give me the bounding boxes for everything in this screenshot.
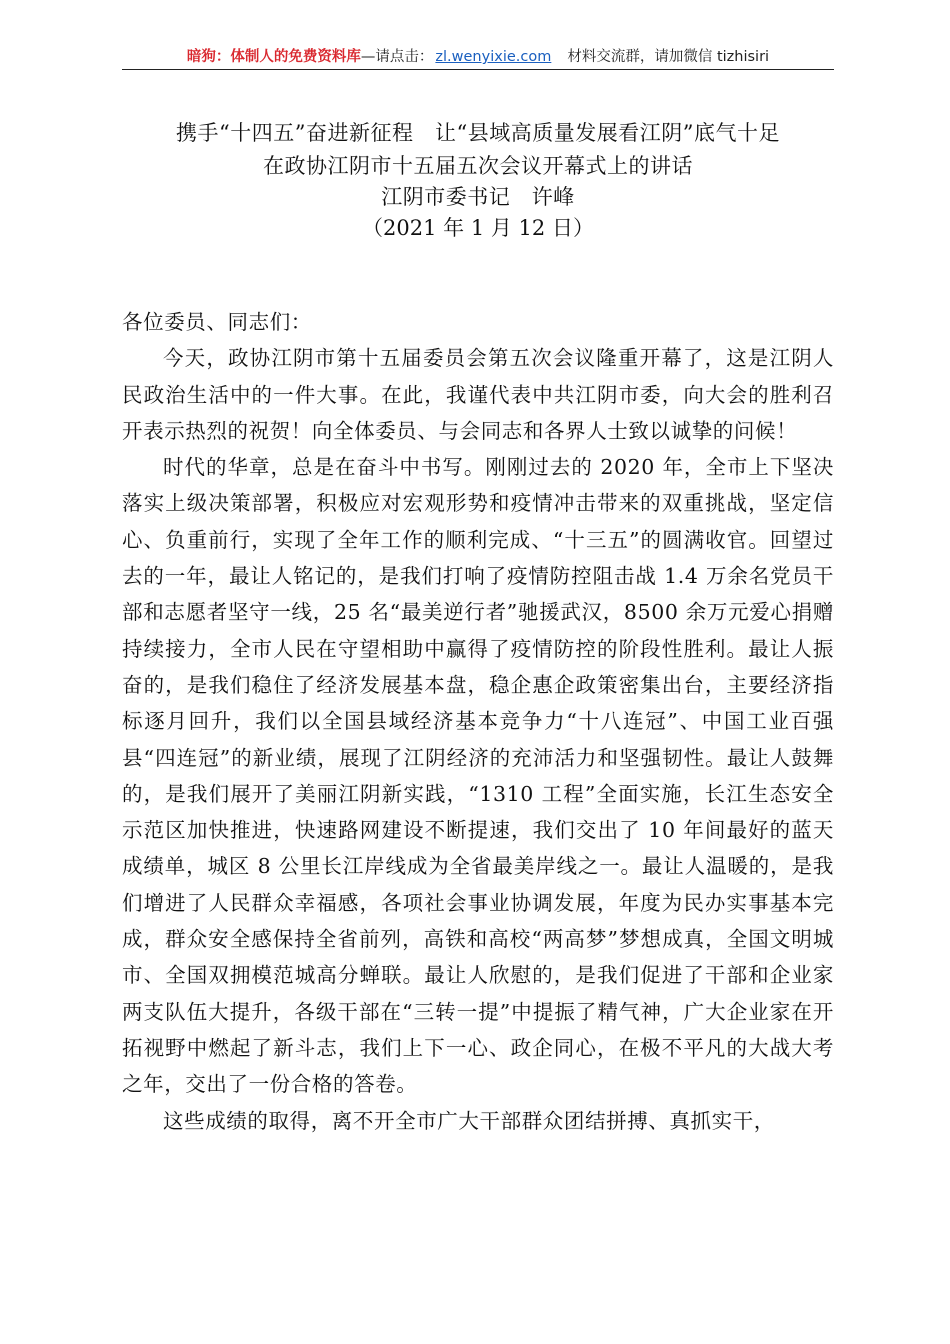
- paragraph: 时代的华章，总是在奋斗中书写。刚刚过去的 2020 年，全市上下坚决落实上级决策部署，积极应对宏观形势和疫情冲击带来的双重挑战，坚定信心、负重前行，实现了全年工作的顺利完成、“十三五”的圆满收官。回望过去的一年，最让人铭记的，是我们打响了疫情防控阻击战 1.4 万余名党员干部和志愿者坚守一线，25 名“最美逆行者”驰援武汉，8500 余万元爱心捐赠持续接力，全市人民在守望相助中赢得了疫情防控的阶段性胜利。最让人振奋的，是我们稳住了经济发展基本盘，稳企惠企政策密集出台，主要经济指标逐月回升，我们以全国县域经济基本竞争力“十八连冠”、中国工业百强县“四连冠”的新业绩，展现了江阴经济的充沛活力和坚强韧性。最让人鼓舞的，是我们展开了美丽江阴新实践，“1310 工程”全面实施，长江生态安全示范区加快推进，快速路网建设不断提速，我们交出了 10 年间最好的蓝天成绩单，城区 8 公里长江岸线成为全省最美岸线之一。最让人温暖的，是我们增进了人民群众幸福感，各项社会事业协调发展，年度为民办实事基本完成，群众安全感保持全省前列，高铁和高校“两高梦”梦想成真，全国文明城市、全国双拥模范城高分蝉联。最让人欣慰的，是我们促进了干部和企业家两支队伍大提升，各级干部在“三转一提”中提振了精气神，广大企业家在开拓视野中燃起了新斗志，我们上下一心、政企同心，在极不平凡的大战大考之年，交出了一份合格的答卷。: [122, 455, 834, 1097]
- salutation: 各位委员、同志们：: [122, 310, 312, 334]
- document-author: 江阴市委书记 许峰: [381, 185, 575, 209]
- document-date: （2021 年 1 月 12 日）: [362, 216, 594, 240]
- header-link[interactable]: zl.wenyixie.com: [435, 49, 552, 65]
- paragraph: 这些成绩的取得，离不开全市广大干部群众团结拼搏、真抓实干，: [163, 1108, 775, 1133]
- document-body: [122, 304, 834, 1139]
- document-subtitle: 在政协江阴市十五届五次会议开幕式上的讲话: [263, 154, 693, 178]
- document-title-block: [122, 118, 834, 243]
- header-contact: 材料交流群，请加微信 tizhisiri: [567, 49, 770, 65]
- header-prompt: —请点击：: [360, 49, 434, 65]
- document-title: 携手“十四五”奋进新征程 让“县域高质量发展看江阴”底气十足: [176, 121, 780, 145]
- page-header: [122, 44, 834, 70]
- paragraph: 今天，政协江阴市第十五届委员会第五次会议隆重开幕了，这是江阴人民政治生活中的一件大事。在此，我谨代表中共江阴市委，向大会的胜利召开表示热烈的祝贺！向全体委员、与会同志和各界人士致以诚挚的问候！: [122, 346, 834, 443]
- header-brand: 暗狗：体制人的免费资料库: [186, 49, 361, 65]
